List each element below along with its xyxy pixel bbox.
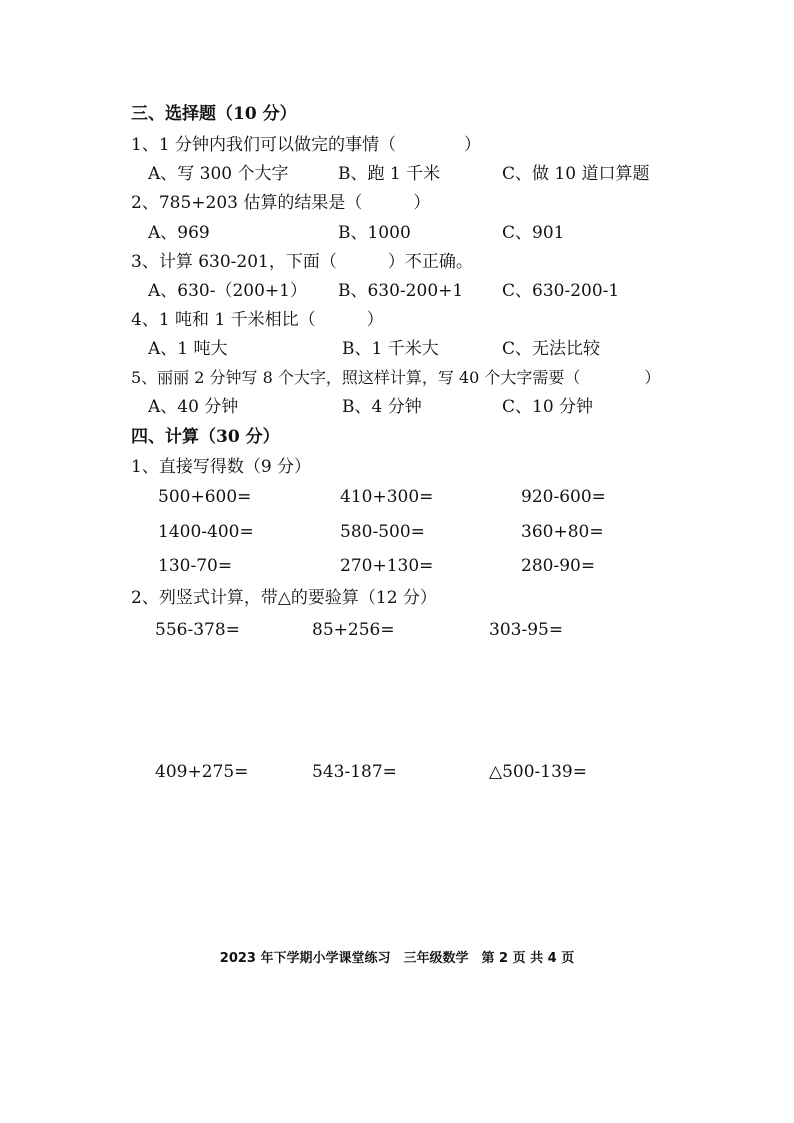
vertical-item: 543-187= (312, 762, 397, 782)
q3-option-b: B、630-200+1 (338, 281, 464, 301)
q3-option-c: C、630-200-1 (502, 281, 620, 301)
q1-option-c: C、做 10 道口算题 (502, 164, 650, 184)
vertical-item: 303-95= (489, 620, 564, 640)
oral-item: 270+130= (340, 556, 434, 576)
question-4: 4、1 吨和 1 千米相比（ ） (131, 310, 384, 330)
q3-option-a: A、630-（200+1） (148, 281, 307, 301)
q2-option-b: B、1000 (338, 223, 411, 243)
oral-item: 500+600= (158, 487, 252, 507)
vertical-item: 409+275= (155, 762, 249, 782)
part2-title: 2、列竖式计算，带△的要验算（12 分） (131, 588, 437, 608)
q1-option-b: B、跑 1 千米 (338, 164, 441, 184)
question-2: 2、785+203 估算的结果是（ ） (131, 193, 431, 213)
oral-item: 130-70= (158, 556, 233, 576)
oral-item: 410+300= (340, 487, 434, 507)
q2-option-a: A、969 (148, 223, 210, 243)
q4-option-b: B、1 千米大 (342, 339, 439, 359)
oral-item: 1400-400= (158, 522, 254, 542)
q4-option-c: C、无法比较 (502, 339, 601, 359)
vertical-item: △500-139= (489, 762, 587, 782)
q4-option-a: A、1 吨大 (148, 339, 228, 359)
oral-item: 360+80= (521, 522, 604, 542)
q5-option-c: C、10 分钟 (502, 397, 594, 417)
page-footer: 2023 年下学期小学课堂练习 三年级数学 第 2 页 共 4 页 (219, 951, 575, 966)
question-1: 1、1 分钟内我们可以做完的事情（ ） (131, 135, 482, 155)
q5-option-b: B、4 分钟 (342, 397, 422, 417)
section3-title: 三、选择题（10 分） (131, 104, 297, 124)
question-5: 5、丽丽 2 分钟写 8 个大字，照这样计算，写 40 个大字需要（ ） (131, 368, 661, 387)
oral-item: 920-600= (521, 487, 606, 507)
q5-option-a: A、40 分钟 (148, 397, 239, 417)
q2-option-c: C、901 (502, 223, 565, 243)
q1-option-a: A、写 300 个大字 (148, 164, 289, 184)
section4-title: 四、计算（30 分） (131, 427, 280, 447)
part1-title: 1、直接写得数（9 分） (131, 457, 312, 477)
oral-item: 280-90= (521, 556, 596, 576)
vertical-item: 85+256= (312, 620, 395, 640)
question-3: 3、计算 630-201，下面（ ）不正确。 (131, 252, 473, 272)
oral-item: 580-500= (340, 522, 425, 542)
vertical-item: 556-378= (155, 620, 240, 640)
